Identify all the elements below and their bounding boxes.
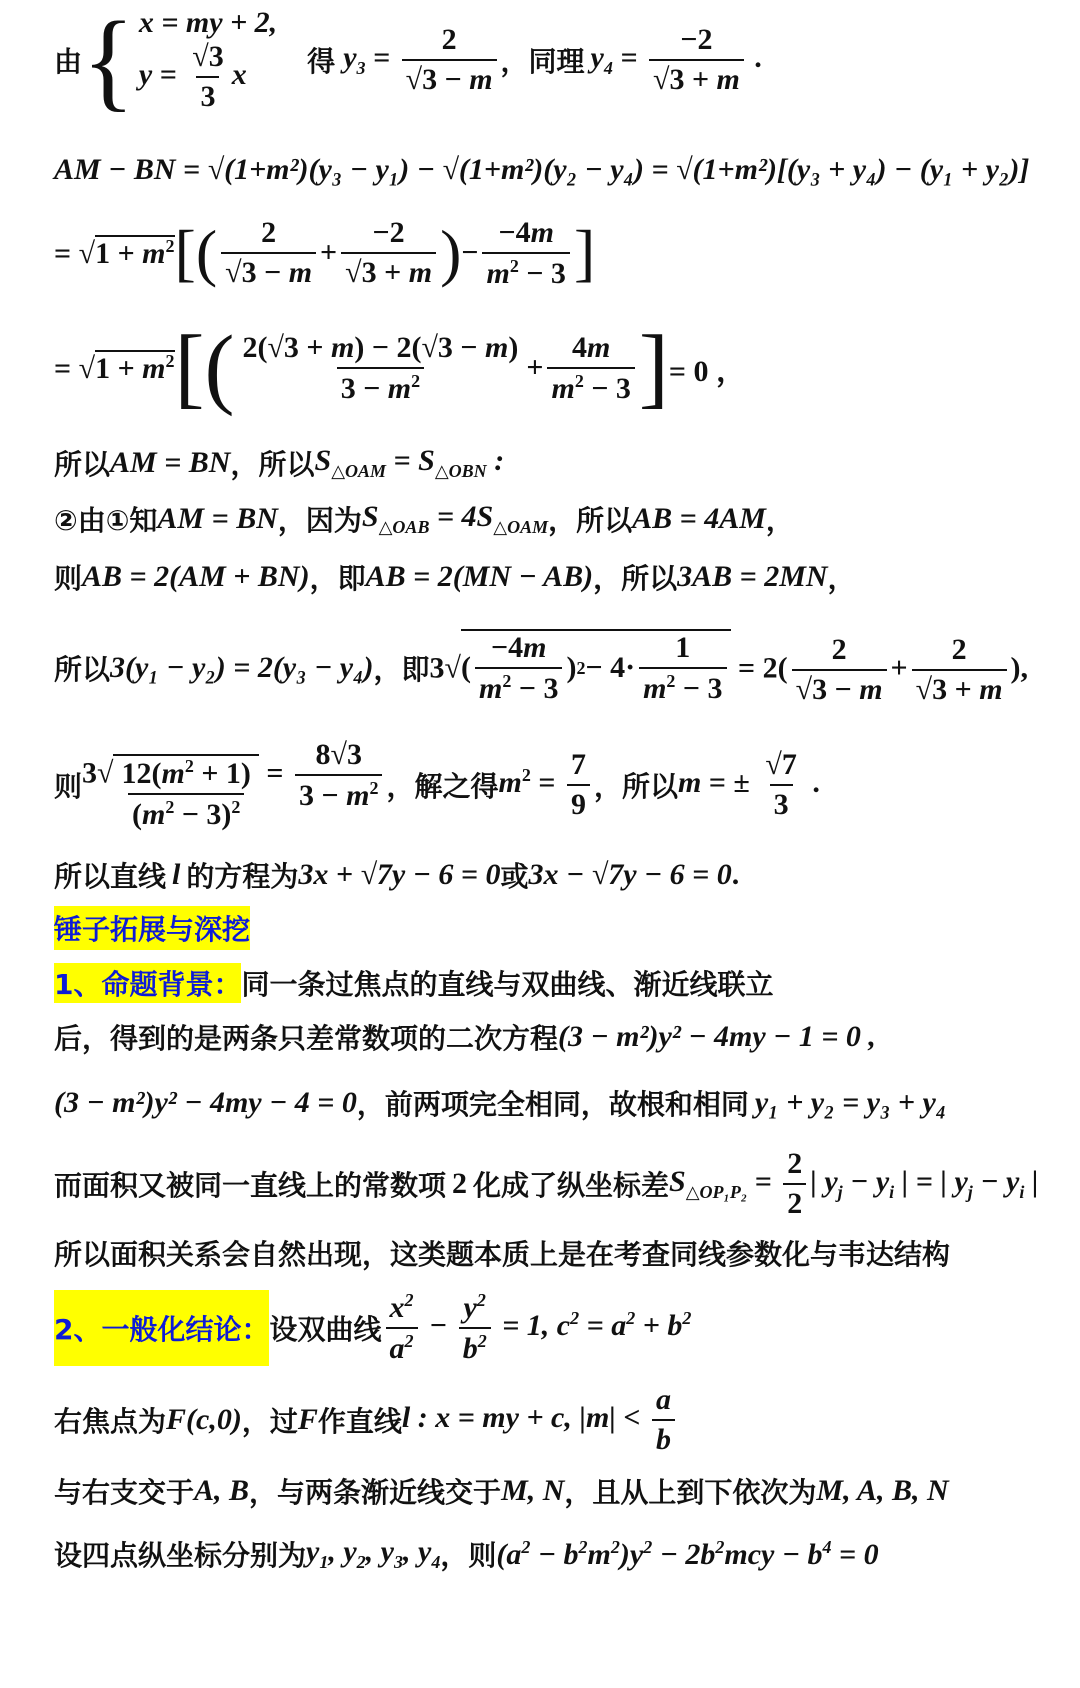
text-so: ，所以: [548, 504, 633, 537]
system-equations: [139, 6, 277, 114]
eq-am-bn-2: AM = BN: [157, 502, 278, 535]
s2-line1: [54, 1288, 691, 1368]
s2-line3: [54, 1466, 949, 1516]
s2-ab: A, B: [194, 1474, 250, 1507]
text-part2: ②由①知: [54, 504, 158, 537]
var-l: l: [172, 858, 181, 891]
s2-text3b: ，与两条渐近线交于: [249, 1476, 502, 1509]
s2-text1: 设双曲线: [269, 1313, 382, 1346]
s1-line5: [54, 1230, 950, 1276]
s1-line4: [54, 1146, 1038, 1222]
text-ze: 则: [54, 562, 83, 595]
s1-text3: ，前两项完全相同，故根和相同: [356, 1088, 749, 1121]
s2-ys: $y_1$, $y_2$, $y_3$, $y_4$: [306, 1535, 441, 1572]
text-suoyi-2: ，所以: [230, 448, 315, 481]
eq-am-bn: AM = BN: [110, 446, 231, 479]
equation-am-bn: AM − BN = √(1+m²)(y₃ − y₁) − √(1+m²)(y₂ − y₄) = √(1+m²)[(y₃ + y₄) − (y₁ + y₂)]: [54, 153, 1030, 186]
eq-3ab: 3AB = 2MN: [677, 560, 828, 593]
text-you: 由: [54, 45, 83, 78]
y4-expr: $y_4$ = $\frac{-2}{√3 + m}$ .: [590, 23, 763, 96]
text-because: ，因为: [277, 504, 362, 537]
text-suoyi-4: 所以: [54, 653, 111, 686]
s2-line-eq: l : x = my + c, |m| < $\frac{a}{b}$: [402, 1383, 679, 1457]
text-same: ，同理: [500, 45, 585, 78]
s1-label: 1、命题背景：: [54, 963, 241, 1003]
eq-sqrt-long: 3√( $\frac{-4m}{m^2 - 3}$ ) 2 − 4· $\frac{1}{m^2 - 3}$ = 2( $\frac{2}{√3 - m}$ + $\frac{2}{√3 + m}$ ),: [429, 630, 1029, 707]
s2-line4: [54, 1524, 879, 1584]
eq-m2: $m^2$ = $\frac{7}{9}$: [499, 748, 594, 822]
solve-line: [54, 730, 820, 840]
s1-eq2: (3 − m²)y² − 4my − 4 = 0: [54, 1086, 357, 1119]
s2-text2b: ，过: [241, 1405, 298, 1438]
s2-text4a: 设四点纵坐标分别为: [54, 1539, 307, 1572]
s1-text1: 同一条过焦点的直线与双曲线、渐近线联立: [241, 968, 774, 1001]
s2-text2c: 作直线: [317, 1405, 402, 1438]
eq-ab-diff: AB = 2(MN − AB): [365, 560, 594, 593]
eq-line-2: 3x − √7y − 6 = 0: [528, 858, 732, 891]
s2-text3c: ，且从上到下依次为: [564, 1476, 817, 1509]
text-ji: ，即: [309, 562, 366, 595]
line-equation: [54, 850, 739, 900]
system-eq2: y = $\frac{√3}{3}$ x: [138, 40, 247, 113]
equation-step-2: = $√1 + m^2$ [( $\frac{2}{√3 - m}$ + $\frac{-2}{√3 + m}$ ) − $\frac{-4m}{m^2 - 3}$ ]: [54, 215, 596, 290]
s1-text5: 所以面积关系会自然出现，这类题本质上是在考查同线参数化与韦达结构: [54, 1238, 951, 1271]
s1-text2a: 后，得到的是两条只差常数项的二次方程: [54, 1022, 559, 1055]
s1-area-eq: $S_{\triangle OP_1P_2}$ = $\frac{2}{2}$ | $y_j - y_i$ | = | $y_j - y_i$ |: [669, 1147, 1039, 1220]
s1-text4: 而面积又被同一直线上的常数项: [54, 1169, 447, 1202]
system-eq1: x = my + 2,: [138, 6, 278, 39]
brace: {: [82, 0, 135, 121]
s2-line2: [54, 1380, 679, 1460]
system-line: [54, 0, 763, 121]
s2-mn: M, N: [501, 1474, 565, 1507]
eq-ab-sum: AB = 2(AM + BN): [82, 560, 310, 593]
text-equation-is: 的方程为: [186, 860, 299, 893]
text-suoyi-5: ，所以: [593, 770, 678, 803]
s1-eq3: y₁ + y₂ = y₃ + y₄: [754, 1086, 947, 1119]
s1-eq1: (3 − m²)y² − 4my − 1 = 0 ,: [558, 1020, 876, 1053]
eq-y-diff: 3(y₁ − y₂) = 2(y₃ − y₄): [110, 651, 374, 684]
s2-f: F: [297, 1403, 318, 1436]
eq-area: $S_{\triangle OAM} = S_{\triangle OBN}$ :: [314, 444, 505, 481]
s1-line1: [54, 960, 774, 1006]
s2-label: 2、一般化结论：: [54, 1290, 269, 1366]
s1-line2: [54, 1012, 876, 1062]
text-ji-2: ，即: [373, 653, 430, 686]
equation-step-3: = $√1 + m^2$ [( $\frac{2(√3 + m) - 2(√3 - m)}{3 - m^2}$ + $\frac{4m}{m^2 - 3}$ ] = 0 ，: [54, 318, 747, 417]
equation-y-diff: [54, 618, 1028, 718]
eq-m: m = ± $\frac{√7}{3}$ .: [677, 748, 820, 821]
s2-hyperbola: $\frac{x^2}{a^2}$ − $\frac{y^2}{b^2}$ = 1, $c^2 = a^2 + b^2$: [382, 1290, 692, 1366]
conclusion-line: [54, 438, 504, 488]
s2-focus: F(c,0): [166, 1403, 242, 1436]
s2-mabn: M, A, B, N: [816, 1474, 949, 1507]
text-get: 得: [307, 45, 336, 78]
num-2: 2: [452, 1167, 468, 1200]
eq-ab-4am: AB = 4AM: [632, 502, 766, 535]
eq-solve: 3√ $\frac{12(m^2 + 1)}{(m^2 - 3)^2}$ = $\frac{8√3}{3 - m^2}$: [82, 738, 386, 831]
text-comma-2: ，: [827, 562, 856, 595]
y3-expr: $y_3$ = $\frac{2}{√3 - m}$: [343, 23, 500, 97]
eq-area-4: $S_{\triangle OAB} = 4S_{\triangle OAM}$: [361, 500, 549, 537]
section-title: 锤子拓展与深挖: [54, 906, 250, 950]
text-comma: ，: [765, 504, 794, 537]
s2-quad: $(a^2 - b^2m^2)y^2 - 2b^2mcy - b^4 = 0$: [496, 1536, 879, 1571]
s2-text3a: 与右支交于: [54, 1476, 195, 1509]
text-line: 所以直线: [54, 860, 167, 893]
text-period: .: [731, 858, 740, 891]
s1-text4b: 化成了纵坐标差: [473, 1169, 670, 1202]
eq-line-1: 3x + √7y − 6 = 0: [298, 858, 501, 891]
text-ze-2: 则: [54, 770, 83, 803]
text-or: 或: [500, 860, 529, 893]
text-solve: ，解之得: [386, 770, 499, 803]
s2-text4b: ，则: [440, 1539, 497, 1572]
text-suoyi-3: ，所以: [593, 562, 678, 595]
section-header: [54, 905, 250, 951]
s2-text2a: 右焦点为: [54, 1405, 167, 1438]
text-suoyi: 所以: [54, 448, 111, 481]
relation-line: [54, 552, 856, 602]
s1-line3: [54, 1078, 946, 1128]
part2-line: [54, 494, 794, 544]
